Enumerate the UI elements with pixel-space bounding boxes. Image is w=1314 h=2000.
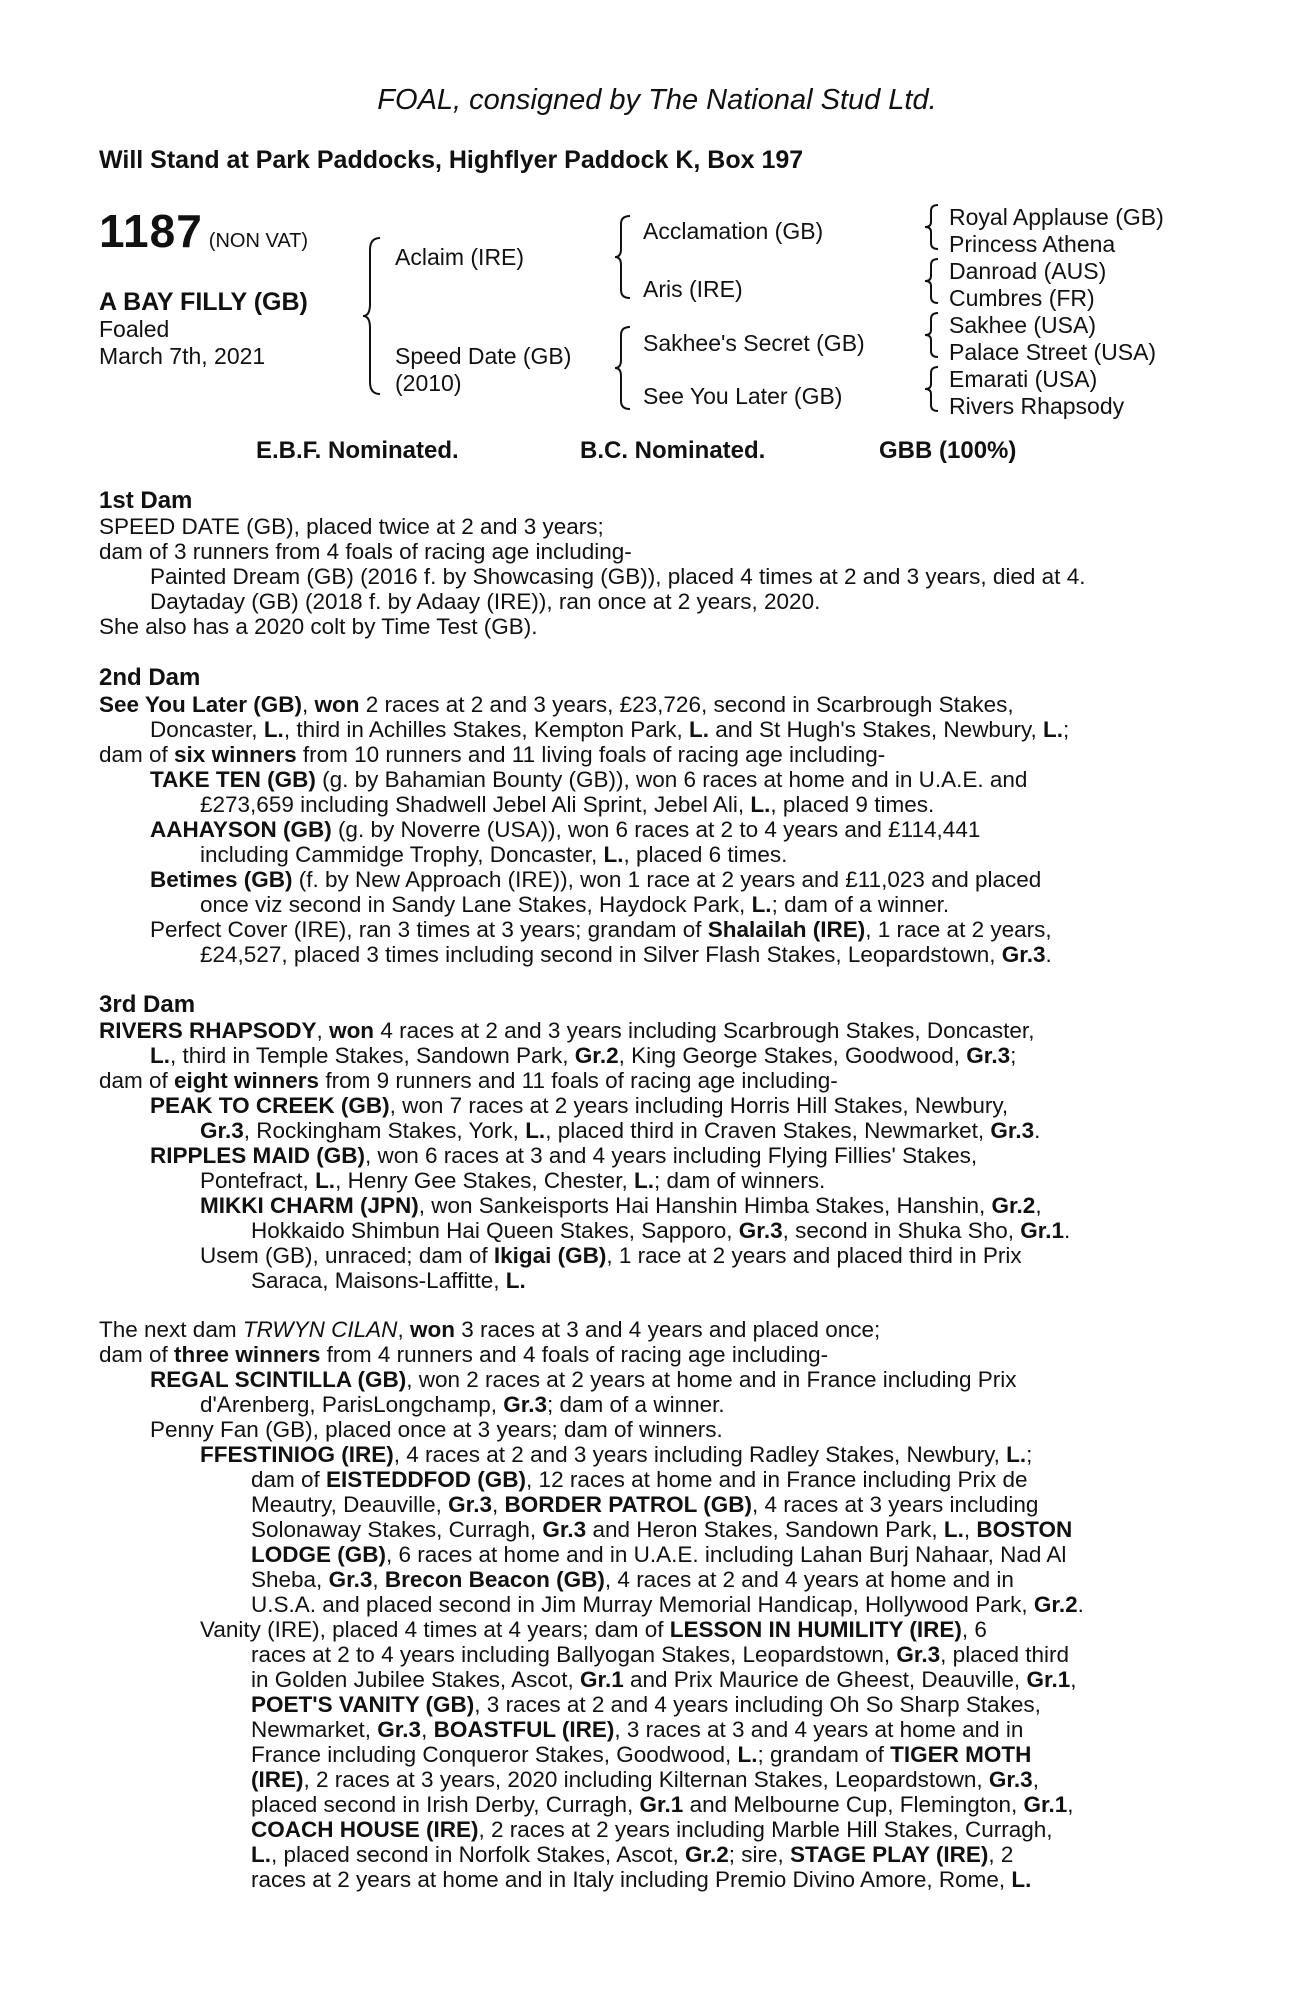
next-dam-line: U.S.A. and placed second in Jim Murray Memorial Handicap, Hollywood Park, Gr.2. xyxy=(251,1592,1084,1617)
stand-location: Will Stand at Park Paddocks, Highflyer Paddock K, Box 197 xyxy=(99,146,804,174)
next-dam-line: Vanity (IRE), placed 4 times at 4 years; dam of LESSON IN HUMILITY (IRE), 6 xyxy=(200,1617,987,1642)
second-dam-line: Betimes (GB) (f. by New Approach (IRE)), won 1 race at 2 years and £11,023 and placed xyxy=(150,867,1042,892)
pedigree-sire-dam: Aris (IRE) xyxy=(643,276,743,302)
gbb-status: GBB (100%) xyxy=(879,437,1017,464)
next-dam-line: (IRE), 2 races at 3 years, 2020 including Kilternan Stakes, Leopardstown, Gr.3, xyxy=(251,1767,1039,1792)
pedigree-sd-sire: Danroad (AUS) xyxy=(949,258,1107,284)
second-dam-line: See You Later (GB), won 2 races at 2 and 3 years, £23,726, second in Scarbrough Stakes, xyxy=(99,692,1014,717)
foaled-info xyxy=(99,316,265,370)
second-dam-line: TAKE TEN (GB) (g. by Bahamian Bounty (GB)), won 6 races at home and in U.A.E. and xyxy=(150,767,1028,792)
next-dam-line: L., placed second in Norfolk Stakes, Ascot, Gr.2; sire, STAGE PLAY (IRE), 2 xyxy=(251,1842,1014,1867)
second-dam-line: AAHAYSON (GB) (g. by Noverre (USA)), won 6 races at 2 to 4 years and £114,441 xyxy=(150,817,981,842)
pedigree-brace-main xyxy=(362,236,382,396)
pedigree-ss-sire: Royal Applause (GB) xyxy=(949,204,1164,230)
next-dam-line: dam of three winners from 4 runners and 4 foals of racing age including- xyxy=(99,1342,829,1367)
third-dam-line: Hokkaido Shimbun Hai Queen Stakes, Sapporo, Gr.3, second in Shuka Sho, Gr.1. xyxy=(251,1218,1071,1243)
next-dam-line: d'Arenberg, ParisLongchamp, Gr.3; dam of a winner. xyxy=(200,1392,725,1417)
pedigree-brace-sire xyxy=(614,214,632,300)
pedigree-ss-dam: Princess Athena xyxy=(949,231,1116,257)
first-dam-line: dam of 3 runners from 4 foals of racing age including- xyxy=(99,539,632,564)
first-dam-line: SPEED DATE (GB), placed twice at 2 and 3 years; xyxy=(99,514,604,539)
pedigree-ds-dam: Palace Street (USA) xyxy=(949,339,1157,365)
pedigree-brace-sd xyxy=(924,257,940,305)
vat-status: (NON VAT) xyxy=(208,230,309,252)
next-dam-line: placed second in Irish Derby, Curragh, Gr.1 and Melbourne Cup, Flemington, Gr.1, xyxy=(251,1792,1074,1817)
next-dam-line: dam of EISTEDDFOD (GB), 12 races at home and in France including Prix de xyxy=(251,1467,1028,1492)
ebf-nomination: E.B.F. Nominated. xyxy=(256,437,459,464)
pedigree-sire: Aclaim (IRE) xyxy=(395,244,525,270)
second-dam-line: including Cammidge Trophy, Doncaster, L., placed 6 times. xyxy=(200,842,788,867)
pedigree-brace-dam xyxy=(614,325,632,411)
third-dam-line: Usem (GB), unraced; dam of Ikigai (GB), 1 race at 2 years and placed third in Prix xyxy=(200,1243,1022,1268)
next-dam-line: The next dam TRWYN CILAN, won 3 races at 3 and 4 years and placed once; xyxy=(99,1317,881,1342)
second-dam-line: once viz second in Sandy Lane Stakes, Haydock Park, L.; dam of a winner. xyxy=(200,892,950,917)
second-dam-line: dam of six winners from 10 runners and 11 living foals of racing age including- xyxy=(99,742,886,767)
third-dam-heading: 3rd Dam xyxy=(99,991,196,1018)
next-dam-line: Newmarket, Gr.3, BOASTFUL (IRE), 3 races at 3 and 4 years at home and in xyxy=(251,1717,1024,1742)
next-dam-line: races at 2 to 4 years including Ballyogan Stakes, Leopardstown, Gr.3, placed third xyxy=(251,1642,1069,1667)
second-dam-line: Doncaster, L., third in Achilles Stakes, Kempton Park, L. and St Hugh's Stakes, Newbury, L.; xyxy=(150,717,1070,742)
pedigree-dd-dam: Rivers Rhapsody xyxy=(949,393,1125,419)
pedigree-dam-year: (2010) xyxy=(395,370,462,396)
foaled-date: March 7th, 2021 xyxy=(99,343,266,369)
consignor-line: FOAL, consigned by The National Stud Ltd. xyxy=(377,84,937,116)
pedigree-dam-name: Speed Date (GB) xyxy=(395,343,572,369)
pedigree-dam xyxy=(395,343,571,397)
horse-name: A BAY FILLY (GB) xyxy=(99,288,308,316)
third-dam-line: MIKKI CHARM (JPN), won Sankeisports Hai Hanshin Himba Stakes, Hanshin, Gr.2, xyxy=(200,1193,1042,1218)
next-dam-line: Solonaway Stakes, Curragh, Gr.3 and Heron Stakes, Sandown Park, L., BOSTON xyxy=(251,1517,1073,1542)
pedigree-dam-sire: Sakhee's Secret (GB) xyxy=(643,330,865,356)
pedigree-brace-ss xyxy=(924,203,940,251)
second-dam-line: £273,659 including Shadwell Jebel Ali Sprint, Jebel Ali, L., placed 9 times. xyxy=(200,792,935,817)
first-dam-line: Daytaday (GB) (2018 f. by Adaay (IRE)), ran once at 2 years, 2020. xyxy=(150,589,821,614)
next-dam-line: in Golden Jubilee Stakes, Ascot, Gr.1 and Prix Maurice de Gheest, Deauville, Gr.1, xyxy=(251,1667,1077,1692)
lot-number: 1187 xyxy=(99,205,203,257)
pedigree-ds-sire: Sakhee (USA) xyxy=(949,312,1097,338)
next-dam-line: FFESTINIOG (IRE), 4 races at 2 and 3 years including Radley Stakes, Newbury, L.; xyxy=(200,1442,1033,1467)
pedigree-brace-dd xyxy=(924,365,940,413)
third-dam-line: RIVERS RHAPSODY, won 4 races at 2 and 3 years including Scarbrough Stakes, Doncaster, xyxy=(99,1018,1035,1043)
first-dam-line: Painted Dream (GB) (2016 f. by Showcasing (GB)), placed 4 times at 2 and 3 years, died at 4. xyxy=(150,564,1086,589)
third-dam-line: PEAK TO CREEK (GB), won 7 races at 2 years including Horris Hill Stakes, Newbury, xyxy=(150,1093,1009,1118)
third-dam-line: Gr.3, Rockingham Stakes, York, L., placed third in Craven Stakes, Newmarket, Gr.3. xyxy=(200,1118,1041,1143)
next-dam-line: races at 2 years at home and in Italy including Premio Divino Amore, Rome, L. xyxy=(251,1867,1032,1892)
second-dam-line: Perfect Cover (IRE), ran 3 times at 3 years; grandam of Shalailah (IRE), 1 race at 2 years, xyxy=(150,917,1052,942)
foaled-label: Foaled xyxy=(99,316,170,342)
lot-number-block xyxy=(99,204,308,258)
first-dam-heading: 1st Dam xyxy=(99,487,193,514)
third-dam-line: RIPPLES MAID (GB), won 6 races at 3 and 4 years including Flying Fillies' Stakes, xyxy=(150,1143,978,1168)
pedigree-dd-sire: Emarati (USA) xyxy=(949,366,1098,392)
next-dam-line: LODGE (GB), 6 races at home and in U.A.E. including Lahan Burj Nahaar, Nad Al xyxy=(251,1542,1067,1567)
next-dam-line: France including Conqueror Stakes, Goodwood, L.; grandam of TIGER MOTH xyxy=(251,1742,1032,1767)
next-dam-line: REGAL SCINTILLA (GB), won 2 races at 2 years at home and in France including Prix xyxy=(150,1367,1017,1392)
next-dam-line: Sheba, Gr.3, Brecon Beacon (GB), 4 races at 2 and 4 years at home and in xyxy=(251,1567,1014,1592)
first-dam-line: She also has a 2020 colt by Time Test (GB). xyxy=(99,614,538,639)
next-dam-line: Meautry, Deauville, Gr.3, BORDER PATROL (GB), 4 races at 3 years including xyxy=(251,1492,1039,1517)
pedigree-dam-dam: See You Later (GB) xyxy=(643,383,843,409)
next-dam-line: POET'S VANITY (GB), 3 races at 2 and 4 years including Oh So Sharp Stakes, xyxy=(251,1692,1041,1717)
bc-nomination: B.C. Nominated. xyxy=(580,437,766,464)
next-dam-line: Penny Fan (GB), placed once at 3 years; dam of winners. xyxy=(150,1417,723,1442)
third-dam-line: dam of eight winners from 9 runners and 11 foals of racing age including- xyxy=(99,1068,838,1093)
third-dam-line: Pontefract, L., Henry Gee Stakes, Chester, L.; dam of winners. xyxy=(200,1168,826,1193)
third-dam-line: Saraca, Maisons-Laffitte, L. xyxy=(251,1268,526,1293)
next-dam-line: COACH HOUSE (IRE), 2 races at 2 years including Marble Hill Stakes, Curragh, xyxy=(251,1817,1053,1842)
pedigree-sire-sire: Acclamation (GB) xyxy=(643,218,824,244)
second-dam-line: £24,527, placed 3 times including second in Silver Flash Stakes, Leopardstown, Gr.3. xyxy=(200,942,1052,967)
pedigree-brace-ds xyxy=(924,311,940,359)
third-dam-line: L., third in Temple Stakes, Sandown Park, Gr.2, King George Stakes, Goodwood, Gr.3; xyxy=(150,1043,1017,1068)
second-dam-heading: 2nd Dam xyxy=(99,664,201,691)
pedigree-sd-dam: Cumbres (FR) xyxy=(949,285,1095,311)
